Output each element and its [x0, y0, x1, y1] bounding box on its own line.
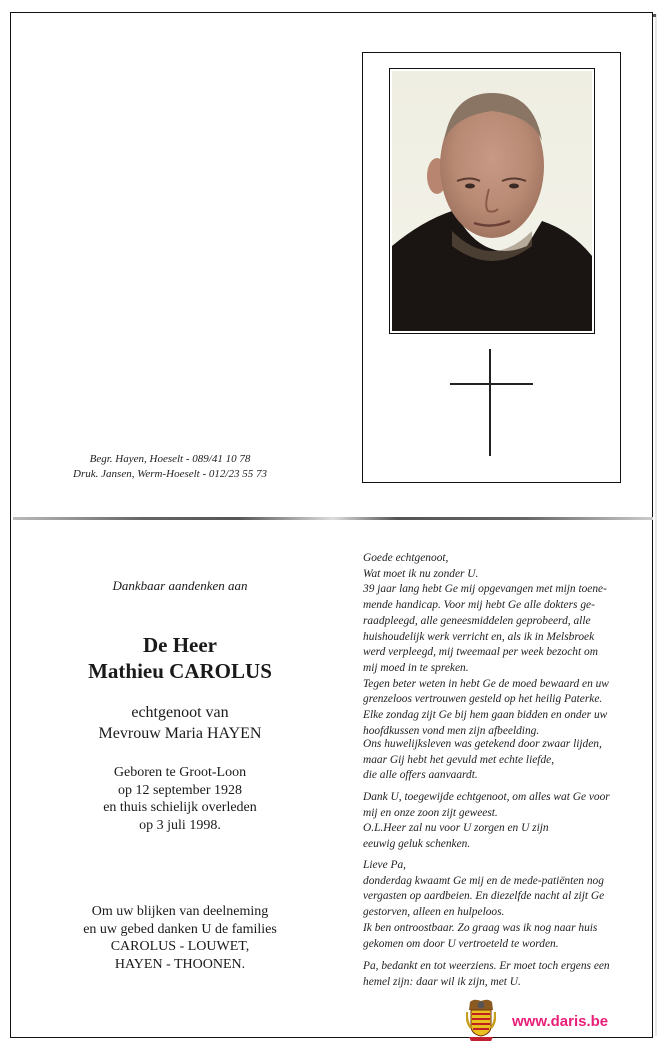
- title-line: De Heer: [142, 633, 218, 657]
- poem-paragraph-5: [363, 959, 653, 990]
- sponsor-line-printer: Druk. Jansen, Werm-Hoeselt - 012/23 55 73: [73, 468, 267, 480]
- poem-line: maar Gij hebt het gevuld met echte liefde,: [363, 753, 555, 766]
- name-line: Mathieu CAROLUS: [88, 659, 272, 683]
- thanks-line: en uw gebed danken U de families: [83, 921, 277, 937]
- portrait-image: [392, 71, 592, 331]
- life-line: op 3 juli 1998.: [139, 817, 221, 833]
- cross-icon-horizontal: [450, 383, 533, 385]
- poem-line: Ik ben ontroostbaar. Zo graag was ik nog naar huis: [363, 921, 598, 934]
- scan-mark: [653, 14, 656, 17]
- website-link[interactable]: www.daris.be: [512, 1013, 609, 1030]
- spouse-info: [30, 702, 330, 744]
- fold-divider: [13, 517, 653, 520]
- portrait-photo: [389, 68, 595, 334]
- memorial-intro: Dankbaar aandenken aan: [112, 578, 248, 593]
- poem-line: huishoudelijk werk verricht en, als ik in Melsbroek: [363, 630, 595, 643]
- poem-line: Dank U, toegewijde echtgenoot, om alles wat Ge voor: [363, 791, 610, 803]
- thanks-line: Om uw blijken van deelneming: [91, 904, 269, 919]
- poem-line: O.L.Heer zal nu voor U zorgen en U zijn: [363, 822, 549, 835]
- cross-icon-vertical: [489, 349, 491, 456]
- poem-line: Lieve Pa,: [363, 859, 407, 871]
- poem-line: mij en onze zoon zijt geweest.: [363, 806, 498, 819]
- poem-line: eeuwig geluk schenken.: [363, 838, 471, 851]
- thanks-line: CAROLUS - LOUWET,: [110, 939, 250, 954]
- poem-line: die alle offers aanvaardt.: [363, 769, 478, 782]
- poem-line: vergasten op aardbeien. En diezelfde nacht al zijt Ge: [363, 890, 605, 903]
- poem-line: mende handicap. Voor mij hebt Ge alle dokters ge-: [363, 599, 595, 612]
- poem-line: Wat moet ik nu zonder U.: [363, 567, 479, 580]
- poem-line: werd verpleegd, mij tweemaal per week bezocht om: [363, 646, 598, 659]
- poem-line: Ons huwelijksleven was getekend door zwaar lijden,: [363, 738, 602, 750]
- poem-paragraph-1: [363, 551, 653, 739]
- poem-line: raadpleegd, alle geneesmiddelen geprobeerd, alle: [363, 614, 591, 627]
- thanks-line: HAYEN - THOONEN.: [114, 956, 246, 972]
- poem-line: 39 jaar lang hebt Ge mij opgevangen met mijn toene-: [363, 583, 607, 596]
- poem-line: gestorven, alleen en hulpeloos.: [363, 906, 505, 919]
- coat-of-arms-icon: [466, 998, 496, 1042]
- poem-line: donderdag kwaamt Ge mij en de mede-patiënten nog: [363, 874, 604, 887]
- poem-paragraph-2: [363, 737, 653, 784]
- poem-line: grenzeloos vertrouwen gesteld op het heilig Paterke.: [363, 693, 603, 706]
- life-dates: [30, 764, 330, 834]
- poem-line: Elke zondag zijt Ge bij hem gaan bidden en onder uw: [363, 709, 608, 722]
- life-line: en thuis schielijk overleden: [103, 800, 257, 815]
- poem-paragraph-3: [363, 790, 653, 853]
- family-thanks: [30, 903, 330, 973]
- poem-line: gekomen om door U vertroeteld te worden.: [363, 937, 559, 950]
- life-line: Geboren te Groot-Loon: [113, 765, 247, 780]
- poem-paragraph-4: [363, 858, 653, 952]
- deceased-name: [30, 632, 330, 684]
- life-line: op 12 september 1928: [117, 782, 243, 798]
- poem-line: Tegen beter weten in hebt Ge de moed bewaard en uw: [363, 677, 609, 690]
- poem-line: Pa, bedankt en tot weerziens. Er moet toch ergens een: [363, 960, 610, 972]
- poem-line: hoofdkussen vond men zijn afbeelding.: [363, 724, 540, 737]
- spouse-line: echtgenoot van: [131, 704, 229, 721]
- sponsor-line-funeral: Begr. Hayen, Hoeselt - 089/41 10 78: [89, 453, 251, 465]
- poem-line: hemel zijn: daar wil ik zijn, met U.: [363, 975, 521, 988]
- poem-line: mij moed in te spreken.: [363, 661, 469, 674]
- spouse-line: Mevrouw Maria HAYEN: [98, 725, 262, 742]
- page-edge: [655, 14, 657, 1036]
- poem-line: Goede echtgenoot,: [363, 552, 449, 564]
